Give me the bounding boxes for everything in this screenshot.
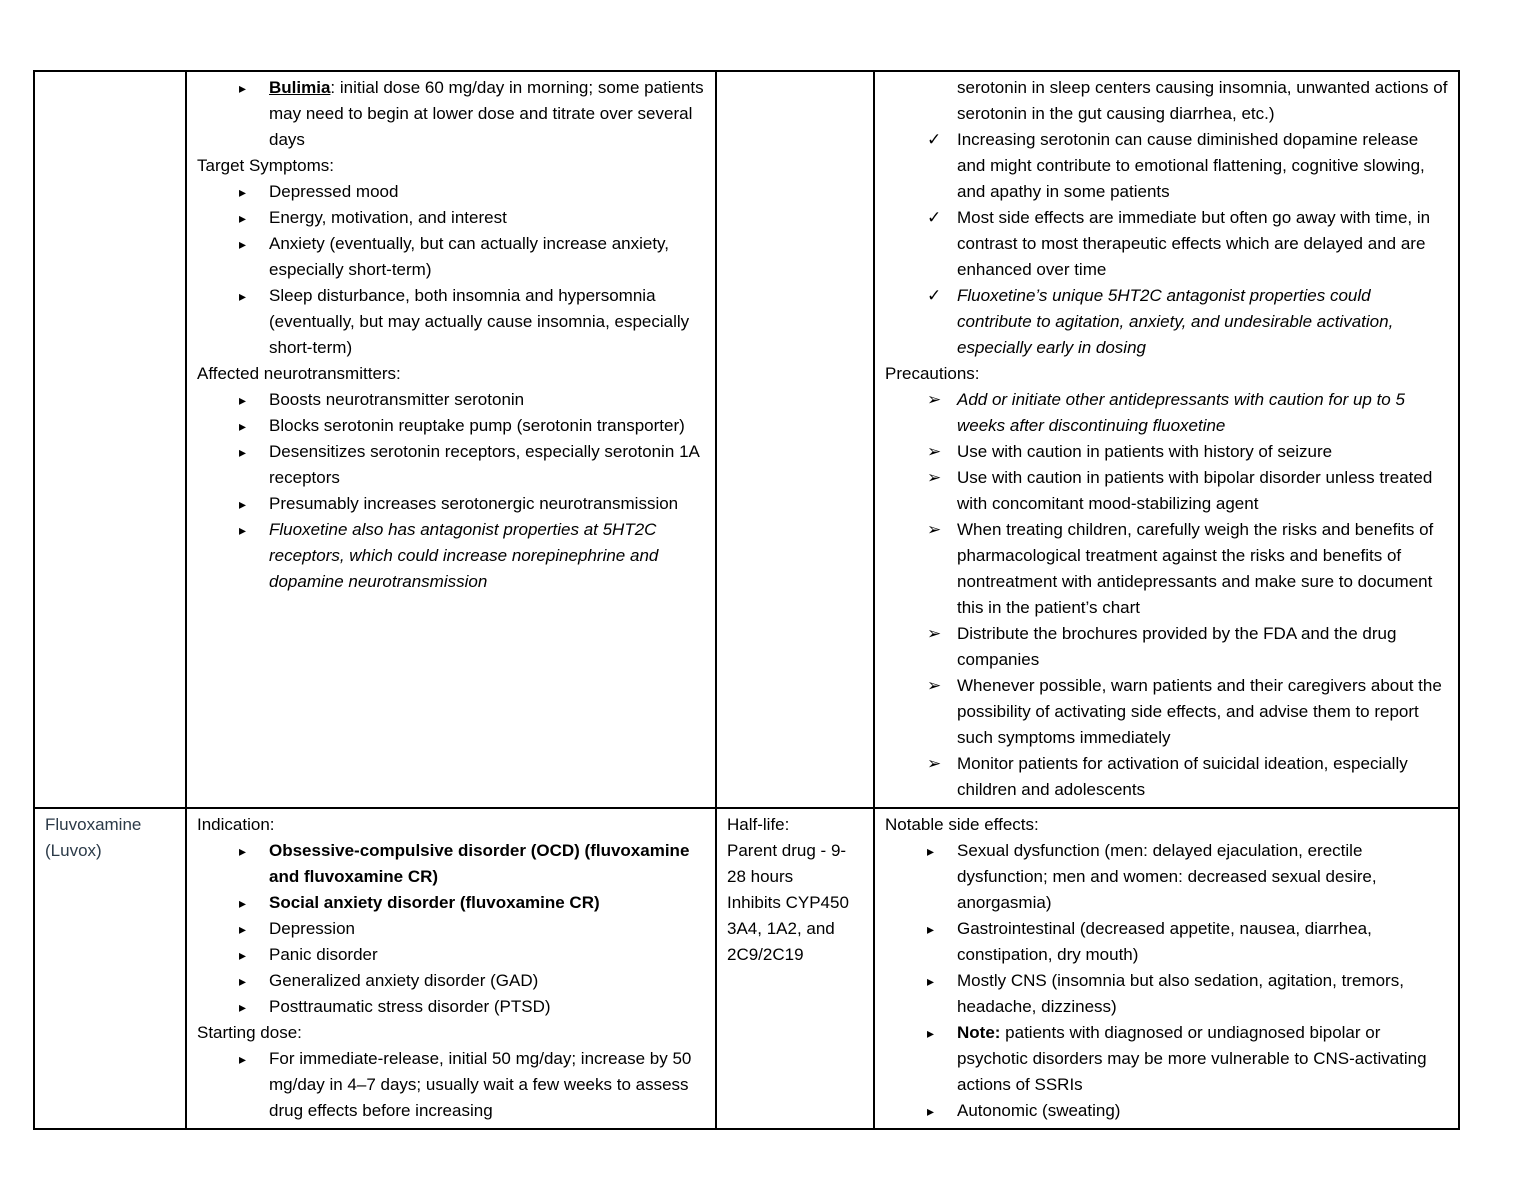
bullet-item xyxy=(885,673,1448,751)
section-label xyxy=(197,361,705,387)
check-bullet-icon: ✓ xyxy=(927,130,942,149)
text-run: Autonomic (sweating) xyxy=(957,1101,1121,1120)
bullet-item xyxy=(885,916,1448,968)
half-life-cell xyxy=(716,71,874,808)
tri-bullet-icon: ▸ xyxy=(927,1025,935,1041)
drug-details-cell xyxy=(186,808,716,1129)
text-run: Whenever possible, warn patients and their caregivers about the possibility of activating side effects, and advise them to report such symptoms immediately xyxy=(957,676,1442,747)
text-run: Monitor patients for activation of suicidal ideation, especially children and adolescents xyxy=(957,754,1408,799)
text-run: Mostly CNS (insomnia but also sedation, agitation, tremors, headache, dizziness) xyxy=(957,971,1404,1016)
bullet-text xyxy=(957,916,1448,968)
bullet-item xyxy=(197,890,705,916)
tri-bullet-icon: ▸ xyxy=(239,522,247,538)
bullet-text xyxy=(957,205,1448,283)
arrow-bullet-icon: ➢ xyxy=(927,390,942,409)
text-run: Gastrointestinal (decreased appetite, nausea, diarrhea, constipation, dry mouth) xyxy=(957,919,1372,964)
bullet-text xyxy=(957,517,1448,621)
check-bullet-icon: ✓ xyxy=(927,208,942,227)
text-run: Presumably increases serotonergic neurotransmission xyxy=(269,494,679,513)
arrow-bullet-icon: ➢ xyxy=(927,520,942,539)
bullet-text xyxy=(957,621,1448,673)
bullet-item xyxy=(197,916,705,942)
bullet-text xyxy=(269,179,705,205)
bullet-item xyxy=(885,127,1448,205)
text-run: For immediate-release, initial 50 mg/day; increase by 50 mg/day in 4–7 days; usually wait a few weeks to assess drug effects before increasing xyxy=(269,1049,692,1120)
text-run: Desensitizes serotonin receptors, especially serotonin 1A receptors xyxy=(269,442,699,487)
tri-bullet-icon: ▸ xyxy=(239,210,247,226)
text-run: Anxiety (eventually, but can actually increase anxiety, especially short-term) xyxy=(269,234,670,279)
bullet-text xyxy=(957,1020,1448,1098)
bullet-text xyxy=(957,751,1448,803)
bullet-text xyxy=(957,673,1448,751)
bullet-item xyxy=(197,179,705,205)
bullet-item xyxy=(197,205,705,231)
bullet-item xyxy=(197,838,705,890)
bullet-item xyxy=(885,517,1448,621)
section-label xyxy=(197,1020,705,1046)
tri-bullet-icon: ▸ xyxy=(239,999,247,1015)
text-run: Boosts neurotransmitter serotonin xyxy=(269,390,525,409)
continuation-text xyxy=(885,75,1448,127)
arrow-bullet-icon: ➢ xyxy=(927,624,942,643)
tri-bullet-icon: ▸ xyxy=(239,184,247,200)
text-run: Notable side effects: xyxy=(885,815,1039,834)
bullet-text xyxy=(957,387,1448,439)
drug-name-cell xyxy=(34,71,186,808)
bullet-text xyxy=(957,127,1448,205)
text-run: Posttraumatic stress disorder (PTSD) xyxy=(269,997,551,1016)
bullet-item xyxy=(197,439,705,491)
text-run: Generalized anxiety disorder (GAD) xyxy=(269,971,539,990)
arrow-bullet-icon: ➢ xyxy=(927,442,942,461)
text-run: Sleep disturbance, both insomnia and hypersomnia (eventually, but may actually cause insomnia, especially short-term) xyxy=(269,286,690,357)
text-run: Distribute the brochures provided by the FDA and the drug companies xyxy=(957,624,1397,669)
bullet-text xyxy=(269,75,705,153)
text-run: When treating children, carefully weigh the risks and benefits of pharmacological treatment against the risks and benefits of nontreatment with antidepressants and make sure to document this in the patient’s chart xyxy=(957,520,1434,617)
text-run: Fluoxetine also has antagonist properties at 5HT2C receptors, which could increase norepinephrine and dopamine neurotransmission xyxy=(269,520,659,591)
bullet-text xyxy=(269,942,705,968)
text-run: serotonin in sleep centers causing insomnia, unwanted actions of serotonin in the gut causing diarrhea, etc.) xyxy=(957,78,1448,123)
bullet-text xyxy=(269,916,705,942)
bullet-text xyxy=(269,439,705,491)
tri-bullet-icon: ▸ xyxy=(239,418,247,434)
text-run: : initial dose 60 mg/day in morning; some patients may need to begin at lower dose and titrate over several days xyxy=(269,78,704,149)
bullet-text xyxy=(269,387,705,413)
text-run: Most side effects are immediate but often go away with time, in contrast to most therapeutic effects which are delayed and are enhanced over time xyxy=(957,208,1431,279)
table-row-fluvoxamine xyxy=(34,808,1459,1129)
bullet-text xyxy=(269,994,705,1020)
bullet-text xyxy=(269,838,705,890)
bullet-item xyxy=(885,621,1448,673)
text-run: Social anxiety disorder (fluvoxamine CR) xyxy=(269,893,600,912)
bullet-item xyxy=(885,205,1448,283)
text-run: Obsessive-compulsive disorder (OCD) (fluvoxamine and fluvoxamine CR) xyxy=(269,841,690,886)
bullet-item xyxy=(197,517,705,595)
bullet-item xyxy=(885,968,1448,1020)
bullet-text xyxy=(269,283,705,361)
bullet-text xyxy=(269,491,705,517)
text-run: Increasing serotonin can cause diminished dopamine release and might contribute to emotional flattening, cognitive slowing, and apathy in some patients xyxy=(957,130,1425,201)
bullet-item xyxy=(197,283,705,361)
tri-bullet-icon: ▸ xyxy=(927,843,935,859)
bullet-item xyxy=(885,465,1448,517)
half-life-cell xyxy=(716,808,874,1129)
tri-bullet-icon: ▸ xyxy=(239,392,247,408)
bullet-text xyxy=(957,1098,1448,1124)
text-run: Fluoxetine’s unique 5HT2C antagonist properties could contribute to agitation, anxiety, and undesirable activation, especially early in dosing xyxy=(957,286,1394,357)
text-run: Affected neurotransmitters: xyxy=(197,364,401,383)
text-run: Starting dose: xyxy=(197,1023,302,1042)
text-run: Depressed mood xyxy=(269,182,399,201)
bullet-item xyxy=(885,1098,1448,1124)
text-run: Panic disorder xyxy=(269,945,378,964)
bullet-item xyxy=(197,387,705,413)
arrow-bullet-icon: ➢ xyxy=(927,676,942,695)
tri-bullet-icon: ▸ xyxy=(239,236,247,252)
bullet-item xyxy=(197,413,705,439)
bullet-item xyxy=(197,75,705,153)
text-run: Bulimia xyxy=(269,78,331,97)
section-label xyxy=(197,812,705,838)
text-run: Half-life: xyxy=(727,815,790,834)
bullet-text xyxy=(269,968,705,994)
text-run: Precautions: xyxy=(885,364,980,383)
text-run: Add or initiate other antidepressants with caution for up to 5 weeks after discontinuing fluoxetine xyxy=(957,390,1405,435)
tri-bullet-icon: ▸ xyxy=(239,80,247,96)
bullet-item xyxy=(885,751,1448,803)
section-label xyxy=(885,812,1448,838)
section-label xyxy=(885,361,1448,387)
text-run: Indication: xyxy=(197,815,275,834)
table-row-fluoxetine-continued xyxy=(34,71,1459,808)
bullet-item xyxy=(885,283,1448,361)
tri-bullet-icon: ▸ xyxy=(239,496,247,512)
bullet-text xyxy=(269,205,705,231)
tri-bullet-icon: ▸ xyxy=(239,843,247,859)
tri-bullet-icon: ▸ xyxy=(239,947,247,963)
bullet-text xyxy=(269,890,705,916)
text-run: Fluvoxamine (Luvox) xyxy=(45,815,142,860)
bullet-item xyxy=(197,231,705,283)
arrow-bullet-icon: ➢ xyxy=(927,468,942,487)
text-run: Use with caution in patients with bipolar disorder unless treated with concomitant mood-stabilizing agent xyxy=(957,468,1433,513)
bullet-text xyxy=(957,465,1448,517)
text-run: Parent drug - 9-28 hours xyxy=(727,841,847,886)
bullet-text xyxy=(269,413,705,439)
text-run: patients with diagnosed or undiagnosed bipolar or psychotic disorders may be more vulnerable to CNS-activating actions of SSRIs xyxy=(957,1023,1427,1094)
bullet-item xyxy=(197,994,705,1020)
drug-name-cell xyxy=(34,808,186,1129)
tri-bullet-icon: ▸ xyxy=(239,895,247,911)
tri-bullet-icon: ▸ xyxy=(239,1051,247,1067)
arrow-bullet-icon: ➢ xyxy=(927,754,942,773)
check-bullet-icon: ✓ xyxy=(927,286,942,305)
tri-bullet-icon: ▸ xyxy=(239,973,247,989)
bullet-text xyxy=(269,517,705,595)
tri-bullet-icon: ▸ xyxy=(239,921,247,937)
bullet-text xyxy=(269,231,705,283)
bullet-text xyxy=(269,1046,705,1124)
tri-bullet-icon: ▸ xyxy=(239,288,247,304)
text-run: Energy, motivation, and interest xyxy=(269,208,507,227)
bullet-item xyxy=(885,439,1448,465)
bullet-text xyxy=(957,968,1448,1020)
bullet-text xyxy=(957,439,1448,465)
tri-bullet-icon: ▸ xyxy=(239,444,247,460)
bullet-item xyxy=(197,491,705,517)
drug-details-cell xyxy=(186,71,716,808)
text-run: Blocks serotonin reuptake pump (serotonin transporter) xyxy=(269,416,685,435)
section-label xyxy=(727,890,863,968)
bullet-item xyxy=(885,838,1448,916)
text-run: Use with caution in patients with history of seizure xyxy=(957,442,1333,461)
section-label xyxy=(727,838,863,890)
text-run: Note: xyxy=(957,1023,1001,1042)
side-effects-cell xyxy=(874,808,1459,1129)
tri-bullet-icon: ▸ xyxy=(927,921,935,937)
text-run: Depression xyxy=(269,919,355,938)
section-label xyxy=(197,153,705,179)
bullet-item xyxy=(885,1020,1448,1098)
bullet-item xyxy=(885,387,1448,439)
drug-reference-table xyxy=(33,70,1460,1130)
bullet-item xyxy=(197,942,705,968)
section-label xyxy=(45,812,175,864)
tri-bullet-icon: ▸ xyxy=(927,973,935,989)
tri-bullet-icon: ▸ xyxy=(927,1103,935,1119)
bullet-item xyxy=(197,1046,705,1124)
text-run: Sexual dysfunction (men: delayed ejaculation, erectile dysfunction; men and women: decreased sexual desire, anorgasmia) xyxy=(957,841,1377,912)
section-label xyxy=(727,812,863,838)
bullet-text xyxy=(957,838,1448,916)
text-run: Inhibits CYP450 3A4, 1A2, and 2C9/2C19 xyxy=(727,893,849,964)
text-run: Target Symptoms: xyxy=(197,156,334,175)
bullet-text xyxy=(957,283,1448,361)
bullet-item xyxy=(197,968,705,994)
side-effects-cell xyxy=(874,71,1459,808)
